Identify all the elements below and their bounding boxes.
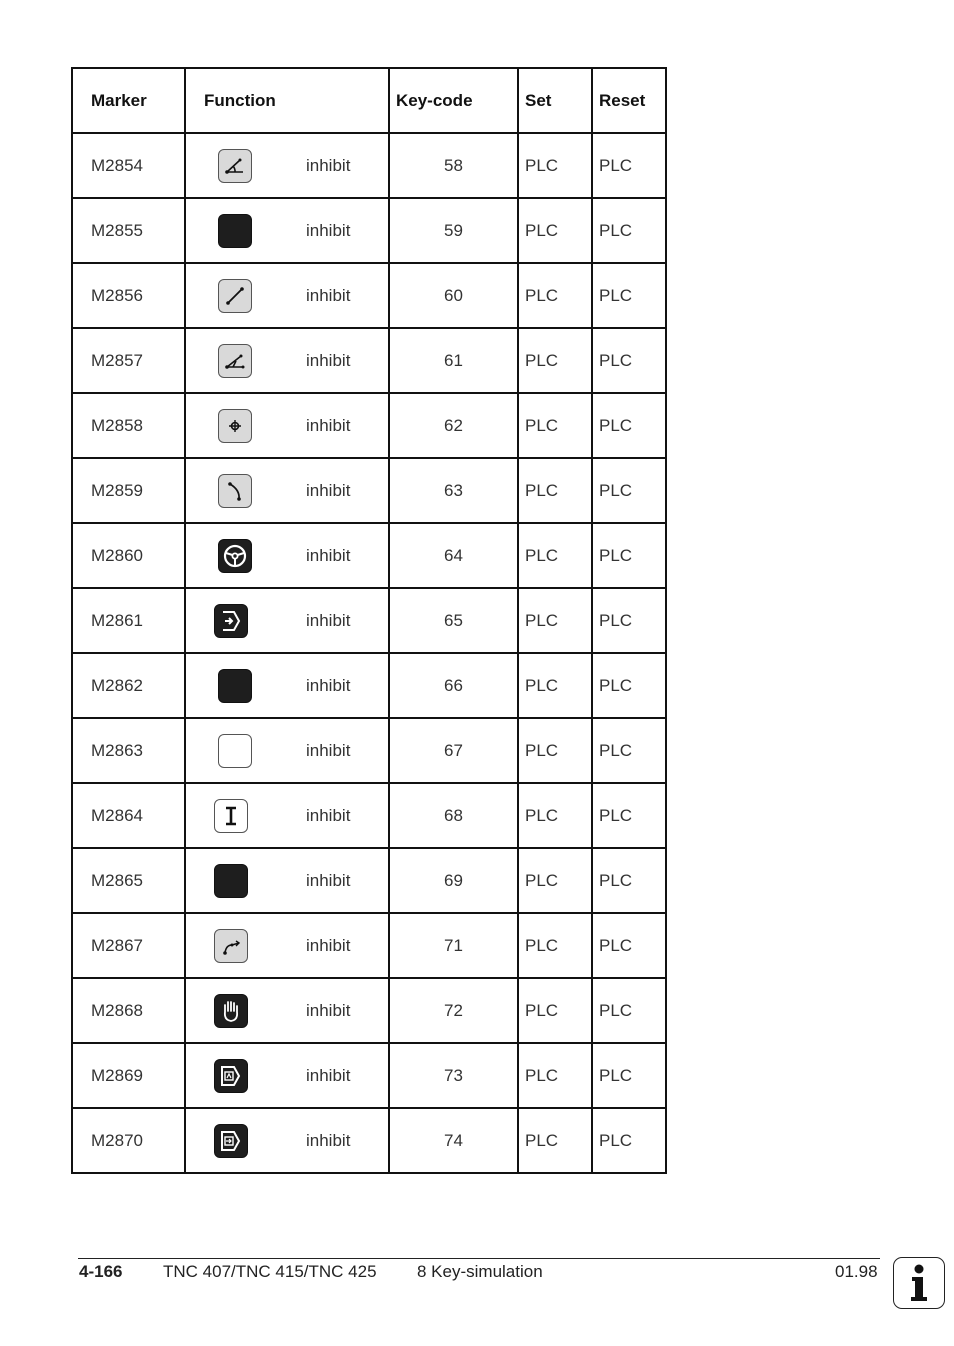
header-key-code: Key-code: [389, 68, 518, 133]
set-cell: PLC: [518, 588, 592, 653]
function-cell: [185, 653, 389, 718]
table-row: [72, 1043, 666, 1108]
marker-cell: M2869: [72, 1043, 185, 1108]
reset-cell: PLC: [592, 978, 666, 1043]
function-text: inhibit: [306, 545, 351, 565]
reset-cell: PLC: [592, 328, 666, 393]
reset-cell: PLC: [592, 848, 666, 913]
set-cell: PLC: [518, 848, 592, 913]
set-cell: PLC: [518, 328, 592, 393]
reset-cell: PLC: [592, 718, 666, 783]
program-run-key-icon: [214, 1059, 248, 1093]
header-function: Function: [185, 68, 389, 133]
set-cell: PLC: [518, 458, 592, 523]
set-cell: PLC: [518, 718, 592, 783]
marker-cell: M2855: [72, 198, 185, 263]
function-cell: [185, 718, 389, 783]
reset-cell: PLC: [592, 393, 666, 458]
function-cell: [185, 1108, 389, 1173]
marker-cell: M2861: [72, 588, 185, 653]
set-cell: PLC: [518, 1108, 592, 1173]
key-code-cell: 61: [389, 328, 518, 393]
function-text: inhibit: [306, 675, 351, 695]
key-code-cell: 73: [389, 1043, 518, 1108]
reset-cell: PLC: [592, 588, 666, 653]
marker-cell: M2863: [72, 718, 185, 783]
marker-cell: M2859: [72, 458, 185, 523]
black-blank-key-icon: [218, 214, 252, 248]
reset-cell: PLC: [592, 783, 666, 848]
table-row: [72, 198, 666, 263]
function-text: inhibit: [306, 870, 351, 890]
set-cell: PLC: [518, 393, 592, 458]
function-text: inhibit: [306, 1000, 351, 1020]
table-row: [72, 913, 666, 978]
function-text: inhibit: [306, 480, 351, 500]
table-row: [72, 588, 666, 653]
reset-cell: PLC: [592, 263, 666, 328]
key-code-cell: 62: [389, 393, 518, 458]
function-text: inhibit: [306, 1130, 351, 1150]
footer-model: TNC 407/TNC 415/TNC 425: [163, 1262, 377, 1281]
reset-cell: PLC: [592, 458, 666, 523]
reset-cell: PLC: [592, 1108, 666, 1173]
set-cell: PLC: [518, 783, 592, 848]
table-row: [72, 458, 666, 523]
function-cell: [185, 1043, 389, 1108]
marker-cell: M2862: [72, 653, 185, 718]
table-row: [72, 133, 666, 198]
marker-cell: M2864: [72, 783, 185, 848]
function-cell: [185, 263, 389, 328]
set-cell: PLC: [518, 263, 592, 328]
marker-cell: M2865: [72, 848, 185, 913]
key-code-cell: 74: [389, 1108, 518, 1173]
key-code-cell: 68: [389, 783, 518, 848]
reset-cell: PLC: [592, 1043, 666, 1108]
function-text: inhibit: [306, 220, 351, 240]
steering-wheel-key-icon: [218, 539, 252, 573]
function-text: inhibit: [306, 1065, 351, 1085]
key-simulation-table: [71, 67, 667, 1174]
marker-cell: M2858: [72, 393, 185, 458]
circular-arc-key-icon: [218, 474, 252, 508]
set-cell: PLC: [518, 913, 592, 978]
marker-cell: M2867: [72, 913, 185, 978]
function-cell: [185, 978, 389, 1043]
function-text: inhibit: [306, 155, 351, 175]
key-code-cell: 71: [389, 913, 518, 978]
function-cell: [185, 458, 389, 523]
key-code-cell: 59: [389, 198, 518, 263]
reset-cell: PLC: [592, 653, 666, 718]
function-text: inhibit: [306, 610, 351, 630]
header-set: Set: [518, 68, 592, 133]
function-cell: [185, 523, 389, 588]
function-text: inhibit: [306, 740, 351, 760]
marker-cell: M2870: [72, 1108, 185, 1173]
table-row: [72, 328, 666, 393]
set-cell: PLC: [518, 978, 592, 1043]
table-row: [72, 393, 666, 458]
table-row: [72, 848, 666, 913]
marker-cell: M2857: [72, 328, 185, 393]
reset-cell: PLC: [592, 198, 666, 263]
function-text: inhibit: [306, 350, 351, 370]
reset-cell: PLC: [592, 913, 666, 978]
function-cell: [185, 588, 389, 653]
table-header-row: [72, 68, 666, 133]
black-blank-key-icon: [214, 864, 248, 898]
header-reset: Reset: [592, 68, 666, 133]
black-blank-key-icon: [218, 669, 252, 703]
table-row: [72, 263, 666, 328]
reset-cell: PLC: [592, 133, 666, 198]
footer-divider: [78, 1258, 880, 1259]
table-row: [72, 653, 666, 718]
white-blank-key-icon: [218, 734, 252, 768]
table-row: [72, 523, 666, 588]
key-code-cell: 64: [389, 523, 518, 588]
info-icon: [893, 1257, 945, 1309]
table-row: [72, 978, 666, 1043]
table-row: [72, 1108, 666, 1173]
set-cell: PLC: [518, 523, 592, 588]
marker-cell: M2856: [72, 263, 185, 328]
polar-angle-key-icon: [218, 149, 252, 183]
key-code-cell: 63: [389, 458, 518, 523]
function-cell: [185, 328, 389, 393]
straight-line-key-icon: [218, 279, 252, 313]
program-enter-key-icon: [214, 1124, 248, 1158]
i-beam-key-icon: [214, 799, 248, 833]
tangential-arc-key-icon: [214, 929, 248, 963]
function-cell: [185, 913, 389, 978]
function-text: inhibit: [306, 285, 351, 305]
function-cell: [185, 133, 389, 198]
marker-cell: M2854: [72, 133, 185, 198]
key-code-cell: 65: [389, 588, 518, 653]
set-cell: PLC: [518, 1043, 592, 1108]
function-cell: [185, 393, 389, 458]
chamfer-key-icon: [218, 344, 252, 378]
circle-center-key-icon: [218, 409, 252, 443]
arrow-enter-mode-key-icon: [214, 604, 248, 638]
table-row: [72, 783, 666, 848]
marker-cell: M2868: [72, 978, 185, 1043]
function-text: inhibit: [306, 805, 351, 825]
function-text: inhibit: [306, 935, 351, 955]
key-code-cell: 60: [389, 263, 518, 328]
set-cell: PLC: [518, 133, 592, 198]
marker-cell: M2860: [72, 523, 185, 588]
function-cell: [185, 198, 389, 263]
page-number: 4-166: [79, 1262, 123, 1281]
set-cell: PLC: [518, 198, 592, 263]
table-row: [72, 718, 666, 783]
footer-chapter: 8 Key-simulation: [417, 1262, 543, 1281]
key-code-cell: 58: [389, 133, 518, 198]
key-code-cell: 69: [389, 848, 518, 913]
footer-date: 01.98: [835, 1262, 878, 1281]
function-cell: [185, 783, 389, 848]
function-text: inhibit: [306, 415, 351, 435]
key-code-cell: 66: [389, 653, 518, 718]
set-cell: PLC: [518, 653, 592, 718]
function-cell: [185, 848, 389, 913]
key-code-cell: 67: [389, 718, 518, 783]
reset-cell: PLC: [592, 523, 666, 588]
header-marker: Marker: [72, 68, 185, 133]
hand-key-icon: [214, 994, 248, 1028]
key-code-cell: 72: [389, 978, 518, 1043]
